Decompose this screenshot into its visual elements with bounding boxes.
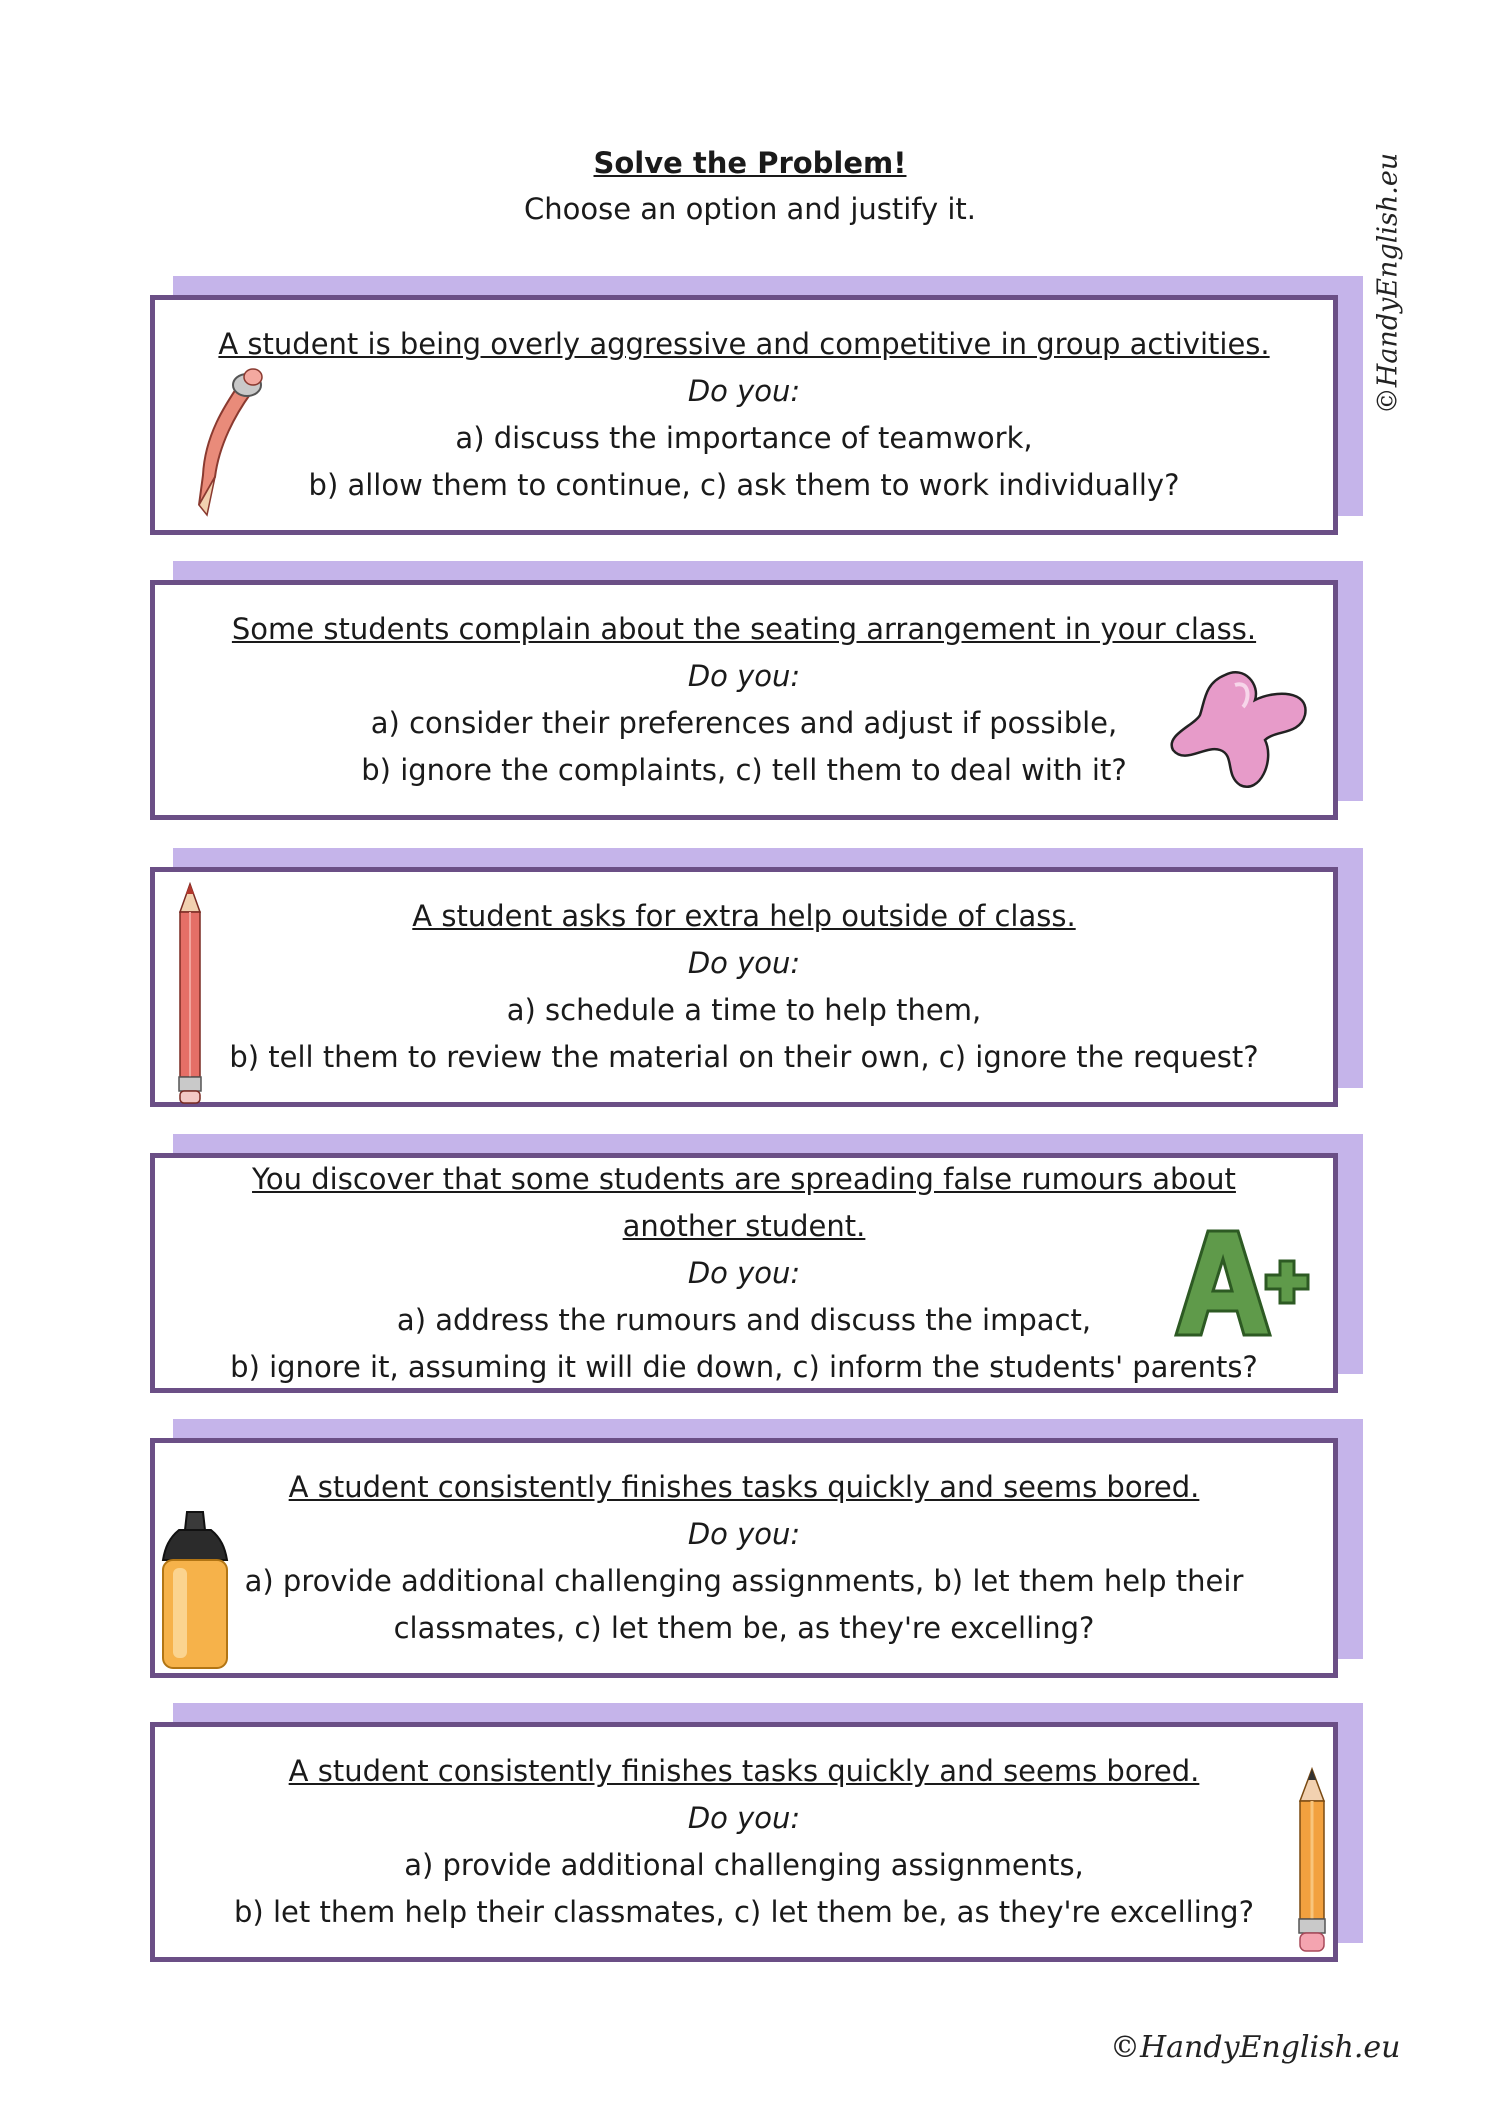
card-prompt: Do you: <box>687 946 801 980</box>
highlighter-icon <box>155 1508 235 1673</box>
scenario-card-4 <box>150 1153 1345 1398</box>
scenario-card-1 <box>150 295 1345 540</box>
card-question: A student consistently finishes tasks quickly and seems bored. <box>288 1470 1200 1504</box>
card-options: a) consider their preferences and adjust if possible, <box>370 706 1118 740</box>
vertical-watermark: ©HandyEnglish.eu <box>1372 152 1404 415</box>
card-question: A student is being overly aggressive and competitive in group activities. <box>218 327 1270 361</box>
card-options: b) let them help their classmates, c) let them be, as they're excelling? <box>234 1895 1254 1929</box>
page-header <box>0 140 1500 232</box>
card-prompt: Do you: <box>687 374 801 408</box>
card-prompt: Do you: <box>687 1255 801 1290</box>
card-options: a) schedule a time to help them, <box>506 993 982 1027</box>
scenario-card-2 <box>150 580 1345 825</box>
card-options: a) provide additional challenging assignments, <box>404 1848 1084 1882</box>
card-question: Some students complain about the seating arrangement in your class. <box>231 612 1257 646</box>
a-plus-grade-icon <box>1168 1223 1328 1343</box>
card-prompt: Do you: <box>687 1517 801 1551</box>
card-question: another student. <box>622 1208 866 1243</box>
orange-pencil-icon <box>1290 1767 1335 1957</box>
card-options: b) ignore the complaints, c) tell them to deal with it? <box>361 753 1127 787</box>
scenario-card-5 <box>150 1438 1345 1683</box>
card-question: A student consistently finishes tasks quickly and seems bored. <box>288 1754 1200 1788</box>
scenario-card-6 <box>150 1722 1345 1967</box>
card-prompt: Do you: <box>687 659 801 693</box>
page-subtitle: Choose an option and justify it. <box>523 192 977 226</box>
footer-watermark: ©HandyEnglish.eu <box>1110 2030 1401 2065</box>
card-prompt: Do you: <box>687 1801 801 1835</box>
bent-pencil-icon <box>185 365 265 525</box>
page-title: Solve the Problem! <box>593 146 907 180</box>
card-options: b) allow them to continue, c) ask them to work individually? <box>308 468 1180 502</box>
card-question: You discover that some students are spreading false rumours about <box>252 1161 1236 1196</box>
card-options: b) ignore it, assuming it will die down, c) inform the students' parents? <box>230 1349 1258 1384</box>
red-pencil-icon <box>170 882 210 1107</box>
card-options: a) provide additional challenging assignments, b) let them help their <box>244 1564 1244 1598</box>
card-options: a) address the rumours and discuss the impact, <box>396 1302 1092 1337</box>
card-options: b) tell them to review the material on their own, c) ignore the request? <box>229 1040 1259 1074</box>
card-question: A student asks for extra help outside of class. <box>412 899 1076 933</box>
card-options: a) discuss the importance of teamwork, <box>455 421 1033 455</box>
paint-splat-icon <box>1165 665 1315 800</box>
scenario-card-3 <box>150 867 1345 1112</box>
card-options: classmates, c) let them be, as they're excelling? <box>393 1611 1095 1645</box>
